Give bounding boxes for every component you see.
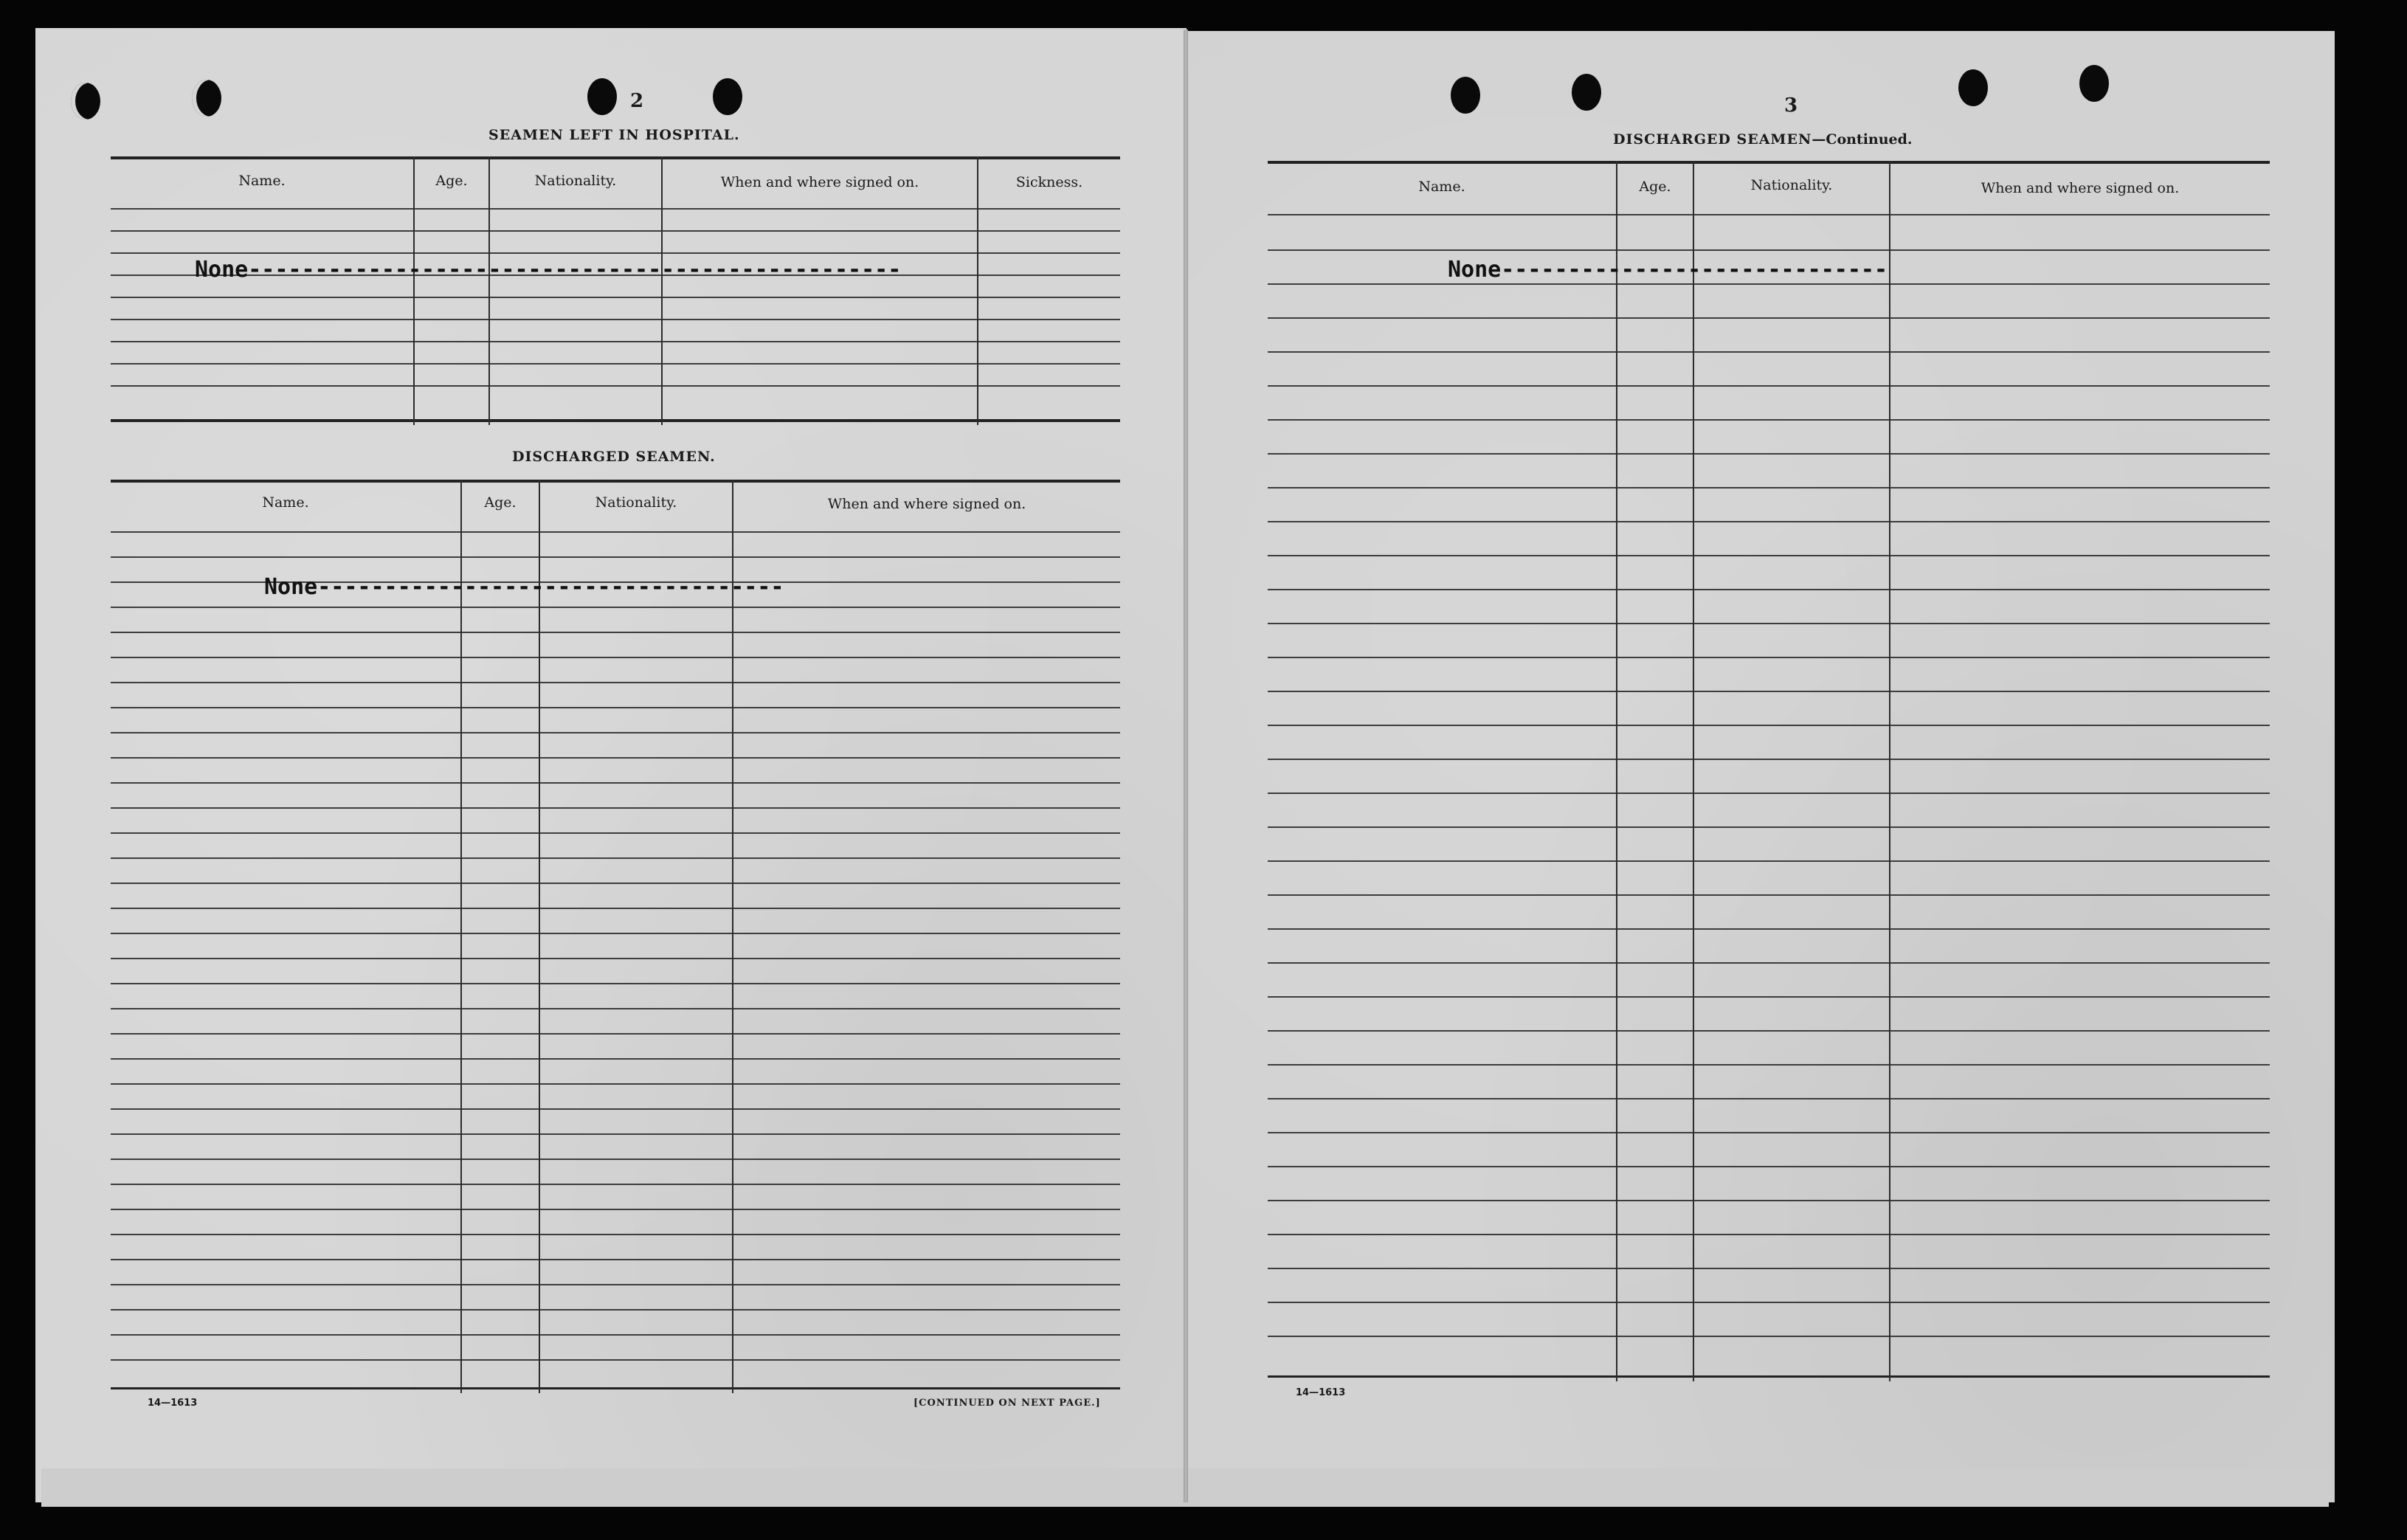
title-main: DISCHARGED SEAMEN (1613, 131, 1812, 148)
discharged-entry-left: None----------------------------------- (264, 574, 784, 600)
hospital-table (111, 156, 1120, 425)
column-header-nationality: Nationality. (1750, 177, 1833, 193)
discharged-section-title: DISCHARGED SEAMEN. (512, 449, 716, 465)
column-header-nationality: Nationality. (534, 173, 617, 189)
form-number-right: 14—1613 (1296, 1387, 1346, 1398)
page-number: 2 (630, 90, 644, 112)
discharged-table-left (111, 480, 1120, 1393)
column-header-signed-on: When and where signed on. (827, 496, 1026, 512)
continued-note: [CONTINUED ON NEXT PAGE.] (914, 1398, 1101, 1409)
form-number-left: 14—1613 (148, 1398, 198, 1409)
column-header-age: Age. (1639, 179, 1671, 195)
column-header-signed-on: When and where signed on. (720, 174, 919, 190)
title-continued: —Continued. (1812, 131, 1913, 148)
column-header-name: Name. (238, 173, 286, 189)
discharged-continued-title (1613, 131, 1913, 148)
hospital-section-title: SEAMEN LEFT IN HOSPITAL. (488, 127, 740, 143)
discharged-entry-right: None----------------------------- (1448, 257, 1888, 283)
column-header-age: Age. (484, 494, 517, 511)
discharged-table-right (1268, 161, 2270, 1381)
punch-hole (2079, 65, 2109, 102)
column-header-name: Name. (262, 494, 309, 511)
column-header-name: Name. (1418, 179, 1465, 195)
column-header-nationality: Nationality. (595, 494, 677, 511)
column-header-sickness: Sickness. (1015, 174, 1083, 190)
punch-hole (1451, 77, 1480, 114)
punch-hole (587, 78, 617, 115)
punch-hole (1572, 74, 1601, 111)
column-header-signed-on: When and where signed on. (1980, 180, 2180, 196)
punch-hole (1958, 69, 1988, 106)
punch-hole (71, 83, 100, 120)
column-header-age: Age. (435, 173, 468, 189)
page-fold (1184, 30, 1188, 1502)
punch-hole (192, 80, 221, 117)
hospital-entry: None------------------------------------------------- (195, 257, 902, 283)
punch-hole (713, 78, 742, 115)
page-number: 3 (1784, 94, 1798, 117)
